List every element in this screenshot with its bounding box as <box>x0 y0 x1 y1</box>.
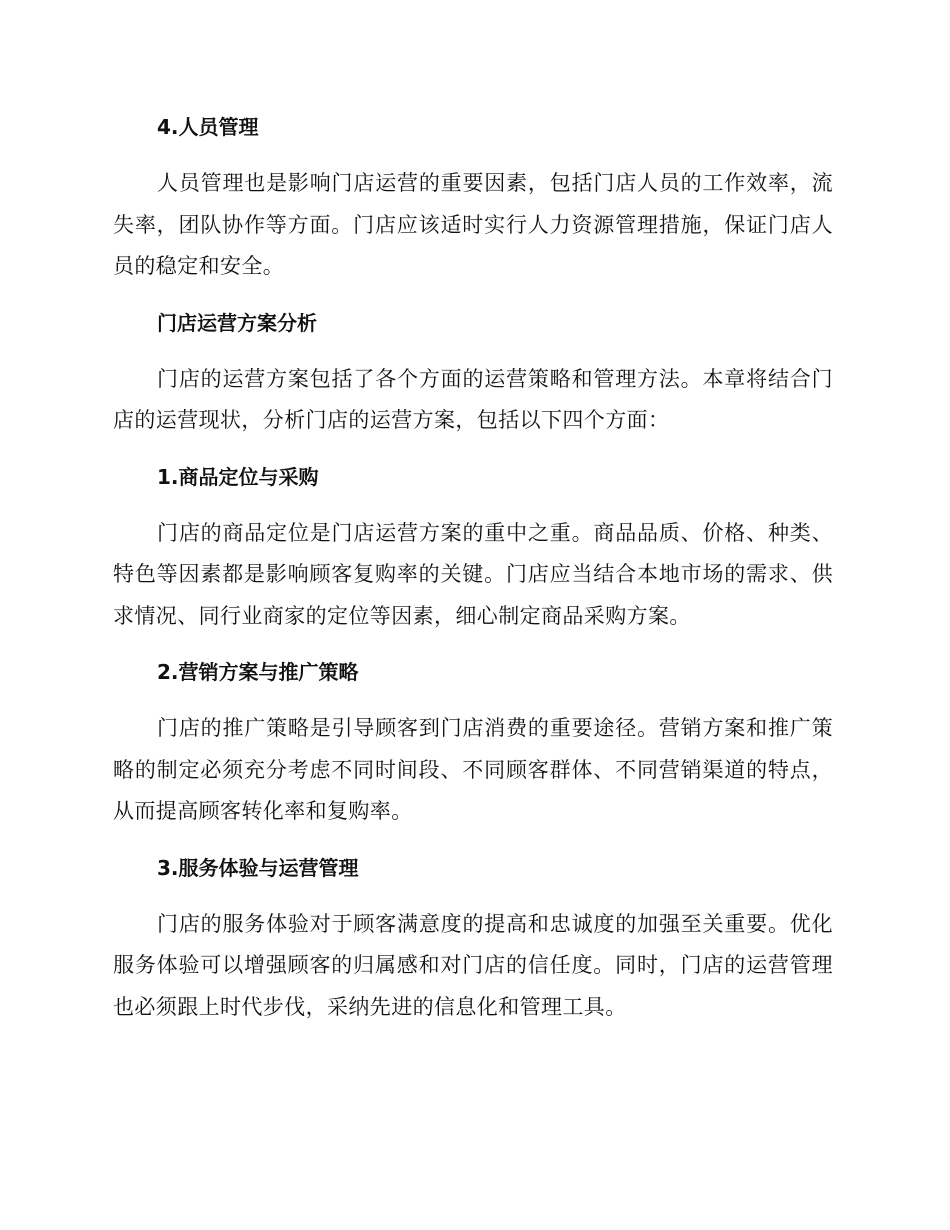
document-body <box>113 108 833 1028</box>
section-heading-marketing-promotion: 2.营销方案与推广策略 <box>157 660 359 684</box>
section-heading-staff-management: 4.人员管理 <box>157 115 259 139</box>
section-heading-operation-plan-analysis: 门店运营方案分析 <box>157 310 317 335</box>
section-paragraph-service-experience: 门店的服务体验对于顾客满意度的提高和忠诚度的加强至关重要。优化服务体验可以增强顾客的归属感和对门店的信任度。同时，门店的运营管理也必须跟上时代步伐，采纳先进的信息化和管理工具。 <box>113 911 833 1019</box>
section-paragraph-marketing-promotion: 门店的推广策略是引导顾客到门店消费的重要途径。营销方案和推广策略的制定必须充分考虑不同时间段、不同顾客群体、不同营销渠道的特点，从而提高顾客转化率和复购率。 <box>113 716 833 823</box>
section-paragraph-product-positioning: 门店的商品定位是门店运营方案的重中之重。商品品质、价格、种类、特色等因素都是影响顾客复购率的关键。门店应当结合本地市场的需求、供求情况、同行业商家的定位等因素，细心制定商品采购方案。 <box>113 520 833 628</box>
section-paragraph-operation-plan-analysis: 门店的运营方案包括了各个方面的运营策略和管理方法。本章将结合门店的运营现状，分析门店的运营方案，包括以下四个方面： <box>113 366 833 432</box>
section-paragraph-staff-management: 人员管理也是影响门店运营的重要因素，包括门店人员的工作效率，流失率，团队协作等方面。门店应该适时实行人力资源管理措施，保证门店人员的稳定和安全。 <box>113 171 833 278</box>
section-heading-product-positioning: 1.商品定位与采购 <box>157 464 319 489</box>
section-heading-service-experience: 3.服务体验与运营管理 <box>157 855 359 880</box>
